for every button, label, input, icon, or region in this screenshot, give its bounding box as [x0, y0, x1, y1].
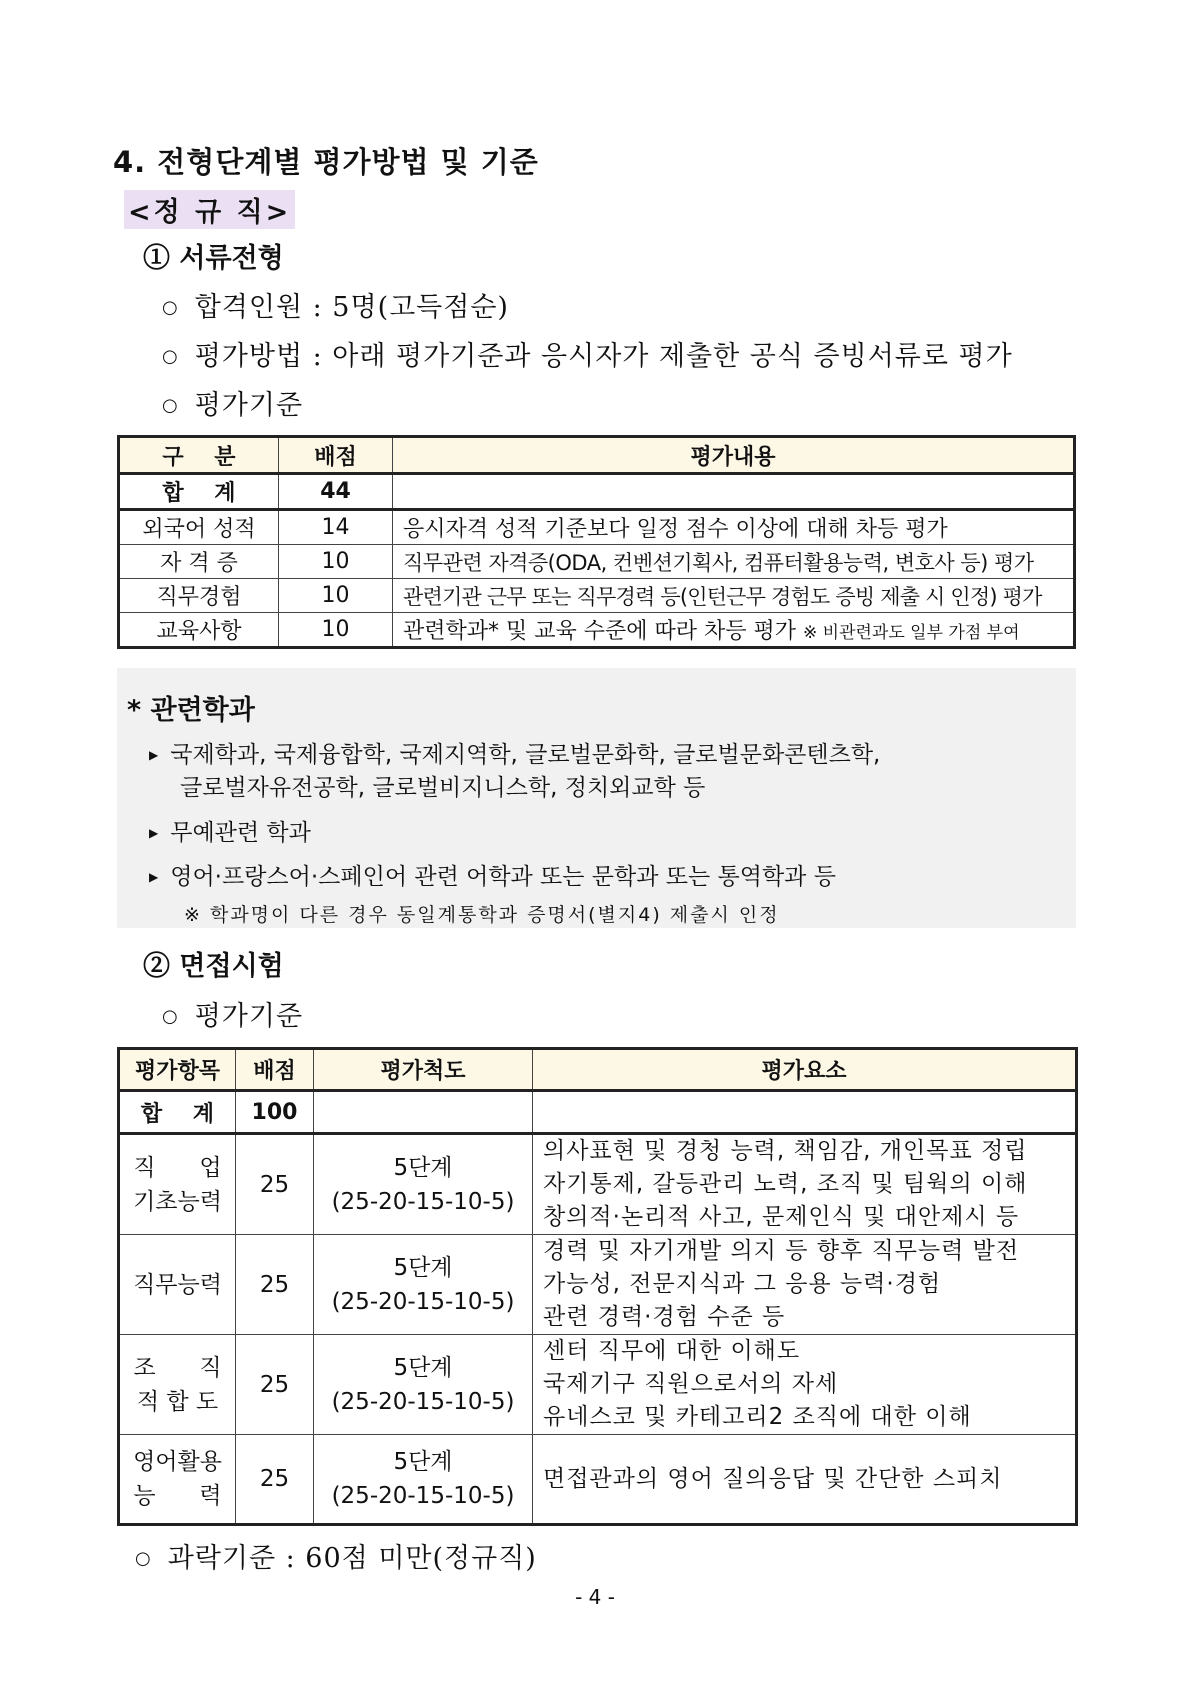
interview-table	[117, 1047, 1078, 1526]
total-score: 100	[236, 1091, 314, 1134]
section1-item-method: ○ 평가방법 : 아래 평가기준과 응시자가 제출한 공식 증빙서류로 평가	[162, 341, 1013, 372]
table-row	[119, 613, 1075, 648]
row-content: 직무관련 자격증(ODA, 컨벤션기획사, 컴퓨터활용능력, 변호사 등) 평가	[393, 545, 1075, 579]
circle-bullet-icon: ○	[135, 1548, 152, 1569]
header-category: 구 분	[119, 437, 279, 474]
section2-item-criteria: ○ 평가기준	[162, 1001, 304, 1032]
row-label: 자 격 증	[119, 545, 279, 579]
table-row	[119, 510, 1075, 545]
document-screening-table	[117, 435, 1076, 649]
header-scale: 평가척도	[314, 1049, 533, 1091]
row-elements: 의사표현 및 경청 능력, 책임감, 개인목표 정립 자기통제, 갈등관리 노력, 조직 및 팀웍의 이해 창의적·논리적 사고, 문제인식 및 대안제시 등	[533, 1134, 1077, 1235]
table-row	[119, 1235, 1077, 1335]
table-row	[119, 1435, 1077, 1525]
table-header-row	[119, 1049, 1077, 1091]
table-row	[119, 1134, 1077, 1235]
triangle-bullet-icon: ▶	[149, 870, 159, 884]
row-content: 관련학과* 및 교육 수준에 따라 차등 평가 ※ 비관련과도 일부 가점 부여	[393, 613, 1075, 648]
triangle-bullet-icon: ▶	[149, 826, 159, 840]
row-score: 10	[279, 613, 393, 648]
table-header-row	[119, 437, 1075, 474]
row-elements: 경력 및 자기개발 의지 등 향후 직무능력 발전 가능성, 전문지식과 그 응용 능력·경험 관련 경력·경험 수준 등	[533, 1235, 1077, 1335]
row-label: 외국어 성적	[119, 510, 279, 545]
total-content	[393, 474, 1075, 510]
section-heading: 4. 전형단계별 평가방법 및 기준	[113, 145, 539, 179]
circle-bullet-icon: ○	[162, 1006, 179, 1027]
total-elements	[533, 1091, 1077, 1134]
row-scale: 5단계 (25-20-15-10-5)	[314, 1235, 533, 1335]
total-score: 44	[279, 474, 393, 510]
row-content: 관련기관 근무 또는 직무경력 등(인턴근무 경험도 증빙 제출 시 인정) 평가	[393, 579, 1075, 613]
related-majors-note: ※ 학과명이 다른 경우 동일계통학과 증명서(별지4) 제출시 인정	[184, 904, 780, 926]
header-item: 평가항목	[119, 1049, 236, 1091]
header-elements: 평가요소	[533, 1049, 1077, 1091]
row-score: 14	[279, 510, 393, 545]
row-scale: 5단계 (25-20-15-10-5)	[314, 1335, 533, 1435]
triangle-bullet-icon: ▶	[149, 748, 159, 762]
header-content: 평가내용	[393, 437, 1075, 474]
category-label: <정 규 직>	[124, 190, 295, 229]
list-item: ▶ 영어·프랑스어·스페인어 관련 어학과 또는 문학과 또는 통역학과 등	[149, 864, 836, 890]
row-content: 응시자격 성적 기준보다 일정 점수 이상에 대해 차등 평가	[393, 510, 1075, 545]
row-item: 직 업 기초능력	[119, 1134, 236, 1235]
row-elements: 센터 직무에 대한 이해도 국제기구 직원으로서의 자세 유네스코 및 카테고리2 조직에 대한 이해	[533, 1335, 1077, 1435]
row-scale: 5단계 (25-20-15-10-5)	[314, 1134, 533, 1235]
row-score: 10	[279, 545, 393, 579]
header-score: 배점	[279, 437, 393, 474]
table-row	[119, 579, 1075, 613]
total-label: 합 계	[119, 474, 279, 510]
row-elements: 면접관과의 영어 질의응답 및 간단한 스피치	[533, 1435, 1077, 1525]
row-score: 25	[236, 1235, 314, 1335]
section1-item-criteria: ○ 평가기준	[162, 390, 304, 421]
row-item: 조 직 적 합 도	[119, 1335, 236, 1435]
table-total-row	[119, 474, 1075, 510]
section1-item-quota: ○ 합격인원 : 5명(고득점순)	[162, 292, 509, 323]
section1-title: ① 서류전형	[143, 243, 284, 274]
row-score: 25	[236, 1435, 314, 1525]
total-label: 합 계	[119, 1091, 236, 1134]
row-label: 교육사항	[119, 613, 279, 648]
related-majors-title: * 관련학과	[127, 695, 255, 726]
section2-title: ② 면접시험	[143, 951, 284, 982]
list-item-continuation: 글로벌자유전공학, 글로벌비지니스학, 정치외교학 등	[180, 775, 706, 801]
total-scale	[314, 1091, 533, 1134]
list-item: ▶ 무예관련 학과	[149, 820, 311, 846]
circle-bullet-icon: ○	[162, 346, 179, 367]
circle-bullet-icon: ○	[162, 297, 179, 318]
table-row	[119, 1335, 1077, 1435]
circle-bullet-icon: ○	[162, 395, 179, 416]
row-label: 직무경험	[119, 579, 279, 613]
table-total-row	[119, 1091, 1077, 1134]
header-score: 배점	[236, 1049, 314, 1091]
row-score: 25	[236, 1335, 314, 1435]
row-score: 25	[236, 1134, 314, 1235]
cutoff-criteria: ○ 과락기준 : 60점 미만(정규직)	[135, 1543, 537, 1574]
row-score: 10	[279, 579, 393, 613]
page-number: - 4 -	[575, 1585, 615, 1609]
row-note: ※ 비관련과도 일부 가점 부여	[803, 623, 1020, 643]
related-majors-box	[117, 668, 1076, 928]
list-item: ▶ 국제학과, 국제융합학, 국제지역학, 글로벌문화학, 글로벌문화콘텐츠학,	[149, 742, 881, 768]
row-item: 직무능력	[119, 1235, 236, 1335]
row-item: 영어활용 능 력	[119, 1435, 236, 1525]
table-row	[119, 545, 1075, 579]
row-scale: 5단계 (25-20-15-10-5)	[314, 1435, 533, 1525]
